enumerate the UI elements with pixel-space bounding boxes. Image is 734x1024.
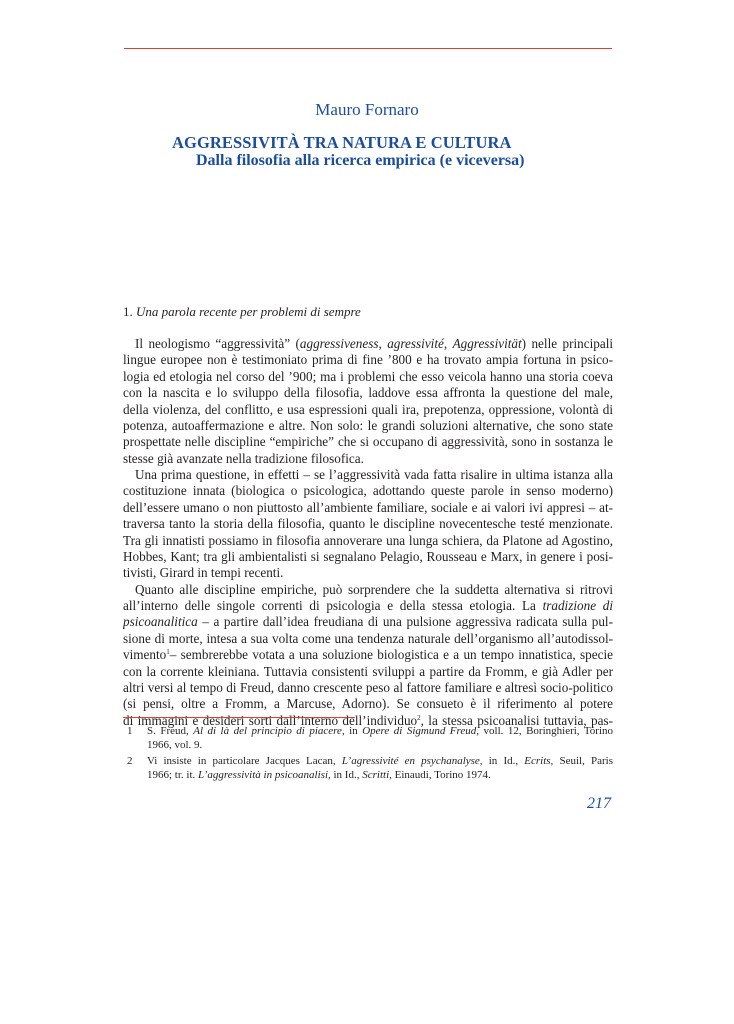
body-line: di immagini e desideri sorti dall’interno dell’individuo$^2$, la stessa psicoanalisi tuttavia, pas- xyxy=(123,712,613,728)
body-line: all’interno delle singole correnti di psicologia e della stessa etologia. La tradizione di xyxy=(123,598,613,613)
footnote-number: 2 xyxy=(127,755,133,768)
body-line: altri versi al tempo di Freud, danno crescente peso al fattore familiare e altresì socio-politico xyxy=(123,679,613,695)
body-line: (si pensi, oltre a Fromm, a Marcuse, Adorno). Se consueto è il riferimento al potere xyxy=(123,696,613,712)
body-line: prospettate nelle discipline “empiriche” che si occupano di aggressività, sono in sostanza le xyxy=(123,434,613,450)
body-line: potenza, autoaffermazione e altre. Non solo: le grandi soluzioni alternative, che sono state xyxy=(123,417,613,433)
footnote-ref-2: 2 xyxy=(417,713,421,722)
body-line: dell’essere umano o non piuttosto all’ambiente familiare, sociale e ai valori ivi appresi – at- xyxy=(123,499,613,515)
section-title: Una parola recente per problemi di sempre xyxy=(136,304,361,319)
body-line: con la nascita e lo sviluppo della filosofia, laddove essa affronta la questione del male, xyxy=(123,385,613,401)
footnote-line: 1966, vol. 9. xyxy=(147,738,203,751)
body-line: psicoanalitica – a partire dall’idea freudiana di una pulsione aggressiva radicata sulla pul- xyxy=(123,614,613,630)
body-line: Il neologismo “aggressività” (aggressiveness, agressivité, Aggressivität) nelle principali xyxy=(135,336,613,351)
body-line: stesse già avanzate nella tradizione filosofica. xyxy=(123,450,364,466)
section-heading xyxy=(123,304,361,320)
footnote-line: 1966; tr. it. L’aggressività in psicoanalisi, in Id., Scritti, Einaudi, Torino 1974. xyxy=(147,768,491,781)
body-line: lingue europee non è testimoniato prima di fine ’800 e ha trovato ampia fortuna in psico- xyxy=(123,352,613,368)
footnote-1 xyxy=(123,725,613,752)
footnote-ref-1: 1 xyxy=(166,648,170,657)
article-subtitle: Dalla filosofia alla ricerca empirica (e viceversa) xyxy=(196,152,525,169)
body-line: tivisti, Girard in tempi recenti. xyxy=(123,565,284,581)
body-line: Quanto alle discipline empiriche, può sorprendere che la suddetta alternativa si ritrovi xyxy=(135,581,613,597)
body-line: Hobbes, Kant; tra gli ambientalisti si segnalano Pelagio, Rousseau e Marx, in genere i posi- xyxy=(123,548,613,564)
footnote-line: Vi insiste in particolare Jacques Lacan, L’agressivité en psychanalyse, in Id., Ecrits, Seuil, Paris xyxy=(147,755,613,768)
body-line: logia ed etologia nel corso del ’900; ma i problemi che esso veicola hanno una storia coeva xyxy=(123,368,613,384)
body-line: Tra gli innatisti possiamo in filosofia annoverare una lunga schiera, da Platone ad Agostino, xyxy=(123,532,613,548)
body-line: traversa tanto la storia della filosofia, quanto le discipline novecentesche testé menzionate. xyxy=(123,516,613,532)
footnote-rule xyxy=(123,717,355,718)
header-rule xyxy=(124,48,612,49)
footnote-line: S. Freud, Al di là del principio di piacere, in Opere di Sigmund Freud, voll. 12, Boringhieri, Torino xyxy=(147,725,614,737)
footnote-2 xyxy=(123,755,613,782)
footnotes xyxy=(123,725,613,785)
footnote-number: 1 xyxy=(127,725,133,737)
section-number: 1. xyxy=(123,304,133,319)
body-line: con la corrente kleiniana. Tuttavia consistenti sviluppi a partire da Fromm, e già Adler per xyxy=(123,663,613,679)
body-line: vimento$^1$– sembrerebbe votata a una soluzione biologistica e a un tempo innatistica, specie xyxy=(123,647,613,663)
body-line: della violenza, del conflitto, e usa espressioni quali ira, prepotenza, oppressione, volontà di xyxy=(123,401,613,417)
page-number: 217 xyxy=(587,795,611,812)
author-name: Mauro Fornaro xyxy=(315,100,419,119)
body-line: sione di morte, intesa a sua volta come una tendenza naturale dell’organismo all’autodissol- xyxy=(123,630,613,646)
body-line: costituzione innata (biologica o psicologica, adottando queste parole in senso moderno) xyxy=(123,483,613,499)
article-title: AGGRESSIVITÀ TRA NATURA E CULTURA xyxy=(172,133,512,152)
body-text xyxy=(123,336,613,729)
body-line: Una prima questione, in effetti – se l’aggressività vada fatta risalire in ultima istanza alla xyxy=(135,467,613,482)
